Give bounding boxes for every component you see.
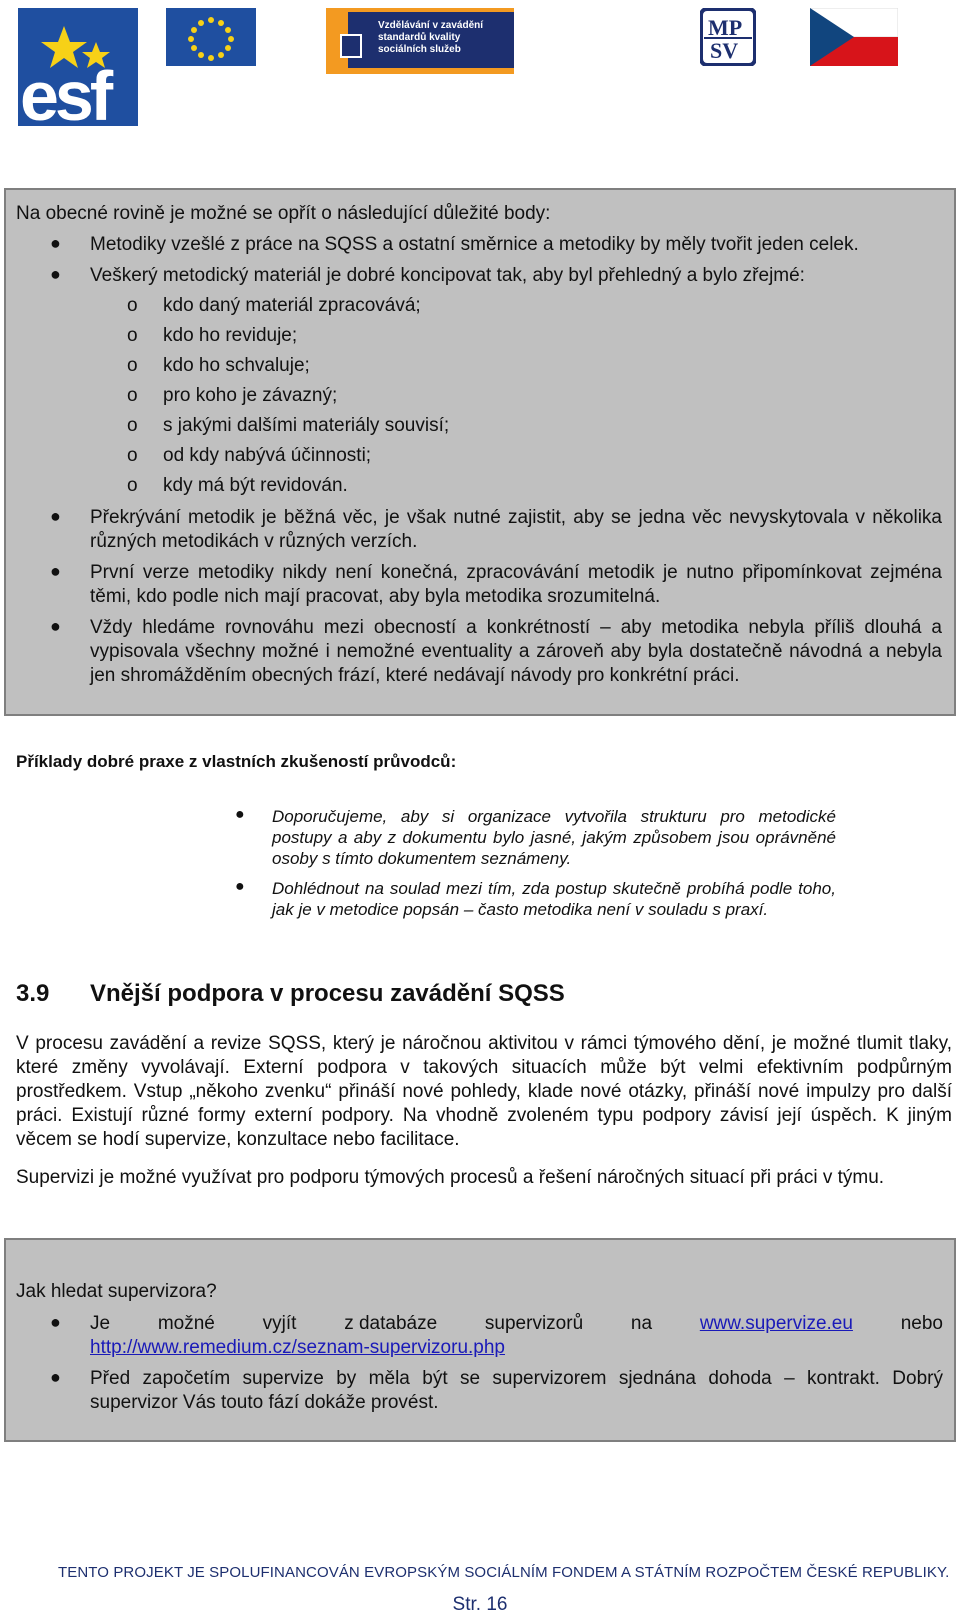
word: supervizorů	[484, 1313, 584, 1334]
footer-text: TENTO PROJEKT JE SPOLUFINANCOVÁN EVROPSKÝM SOCIÁLNÍM FONDEM A STÁTNÍM ROZPOČTEM ČESKÉ REPUBLIKY.	[58, 1564, 950, 1581]
bullet-icon: ●	[50, 616, 61, 636]
sub-item: kdy má být revidován.	[163, 475, 348, 496]
esf-logo	[18, 8, 256, 126]
word: nebo	[900, 1313, 943, 1334]
bullet-icon: ●	[235, 878, 245, 895]
svg-text:esf: esf	[20, 57, 110, 126]
sub-bullet-icon: o	[127, 295, 138, 316]
bullet-icon: ●	[50, 1312, 61, 1332]
page-number: Str. 16	[452, 1594, 508, 1615]
section-title: Vnější podpora v procesu zavádění SQSS	[90, 980, 565, 1007]
remedium-link[interactable]: http://www.remedium.cz/seznam-supervizoru.php	[90, 1337, 505, 1358]
box1-bullet-5: Vždy hledáme rovnováhu mezi obecností a konkrétností – aby metodika nebyla příliš dlouhá a vypisovala všechny možné i nemožné eventuality a zároveň aby byla dostatečně návodná a nebyla jen shromážděním obecných frází, které nedávají návody pro konkrétní práci.	[90, 617, 942, 686]
word: Je	[90, 1313, 111, 1334]
sub-item: kdo ho schvaluje;	[163, 355, 310, 376]
bullet-icon: ●	[50, 506, 61, 526]
remedium-link-line	[90, 1336, 505, 1360]
sub-bullet-icon: o	[127, 385, 138, 406]
word: vyjít	[262, 1313, 297, 1334]
czech-flag	[810, 8, 898, 66]
bullet-icon: ●	[235, 806, 245, 823]
mpsv-logo	[700, 8, 756, 66]
svg-text:MP: MP	[708, 15, 743, 40]
sub-bullet-icon: o	[127, 355, 138, 376]
section-paragraph-1: V procesu zavádění a revize SQSS, který je náročnou aktivitou v rámci týmového dění, je možné tlumit tlaky, které změny vyvolávají. Externí podpora v takových situacích může být velmi efektivním podpůrným prostředkem. Vstup „někoho zvenku“ přináší nové pohledy, klade nové otázky, přináší nové impulzy pro další práci. Existují různé formy externí podpory. Na vhodně zvoleném typu podpory závisí její úspěch. K jiným věcem se hodí supervize, konzultace nebo facilitace.	[16, 1033, 952, 1150]
bullet-icon: ●	[50, 1367, 61, 1387]
example-item: Dohlédnout na soulad mezi tím, zda postup skutečně probíhá podle toho, jak je v metodice popsán – často metodika není v souladu s praxí.	[272, 879, 836, 919]
box2-question: Jak hledat supervizora?	[16, 1281, 217, 1302]
box1-bullet-4: První verze metodiky nikdy není konečná, zpracovávání metodik je nutno připomínkovat zejména těmi, kdo podle nich mají pracovat, aby byla metodika srozumitelná.	[90, 562, 942, 607]
vzdelavani-logo-text: Vzdělávání v zavádění standardů kvality sociálních služeb	[378, 20, 484, 55]
word: možné	[157, 1313, 215, 1334]
sub-bullet-icon: o	[127, 325, 138, 346]
bullet-icon: ●	[50, 264, 61, 284]
sub-item: s jakými dalšími materiály souvisí;	[163, 415, 450, 436]
vzdelavani-logo	[326, 8, 514, 74]
section-paragraph-2: Supervizi je možné využívat pro podporu týmových procesů a řešení náročných situací při práci v týmu.	[16, 1167, 885, 1188]
example-item: Doporučujeme, aby si organizace vytvořila strukturu pro metodické postupy a aby z dokumentu bylo jasné, jakým způsobem jsou oprávněné osoby s tímto dokumentem seznámeny.	[272, 807, 836, 868]
sub-item: pro koho je závazný;	[163, 385, 338, 406]
sub-item: od kdy nabývá účinnosti;	[163, 445, 372, 466]
svg-text:SV: SV	[710, 38, 739, 63]
box1-bullet-1: Metodiky vzešlé z práce na SQSS a ostatní směrnice a metodiky by měly tvořit jeden celek.	[90, 234, 859, 255]
box2-bullet-2: Před započetím supervize by měla být se supervizorem sjednána dohoda – kontrakt. Dobrý supervizor Vás touto fází dokáže provést.	[90, 1368, 943, 1413]
sub-bullet-icon: o	[127, 415, 138, 436]
sub-item: kdo daný materiál zpracovává;	[163, 295, 421, 316]
sub-bullet-icon: o	[127, 475, 138, 496]
box1-intro: Na obecné rovině je možné se opřít o následující důležité body:	[16, 203, 551, 224]
sub-bullet-icon: o	[127, 445, 138, 466]
sub-item: kdo ho reviduje;	[163, 325, 298, 346]
word: na	[630, 1313, 653, 1334]
section-number: 3.9	[16, 980, 50, 1007]
examples-heading: Příklady dobré praxe z vlastních zkušeností průvodců:	[16, 752, 457, 771]
word: z databáze	[344, 1313, 438, 1334]
box1-bullet-2: Veškerý metodický materiál je dobré koncipovat tak, aby byl přehledný a bylo zřejmé:	[90, 265, 805, 286]
bullet-icon: ●	[50, 233, 61, 253]
box1-bullet-3: Překrývání metodik je běžná věc, je však nutné zajistit, aby se jedna věc nevyskytovala v několika různých metodikách v různých verzích.	[90, 507, 942, 552]
bullet-icon: ●	[50, 561, 61, 581]
supervize-link[interactable]: www.supervize.eu	[699, 1313, 853, 1334]
box2-bullet-1-line	[90, 1312, 943, 1336]
